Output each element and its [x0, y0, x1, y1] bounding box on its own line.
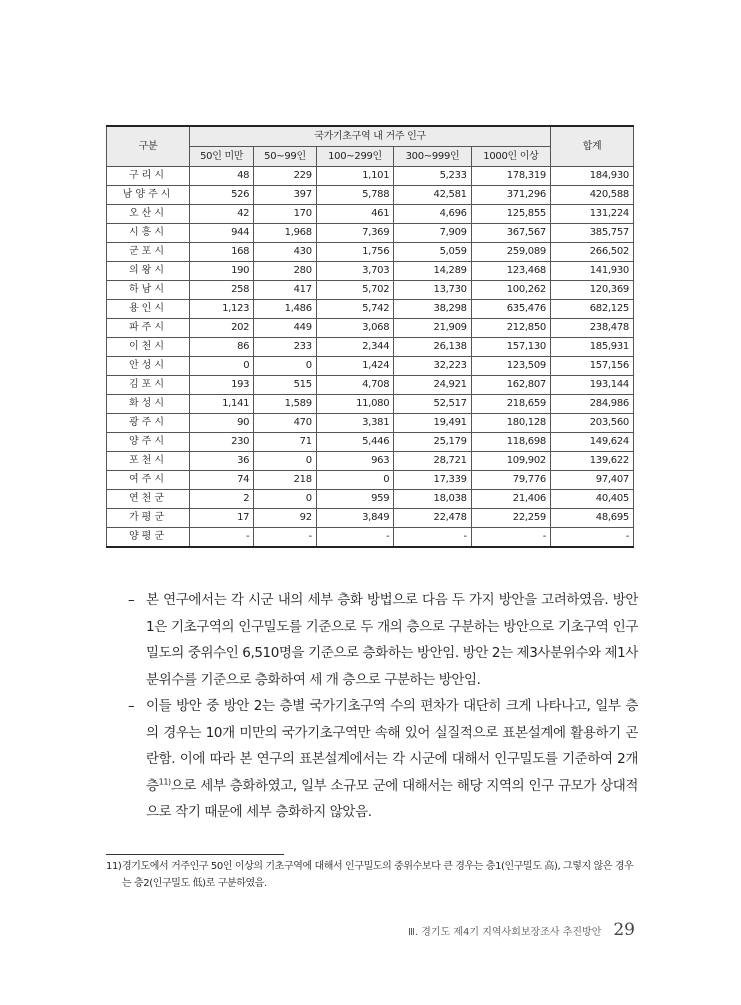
region-name-cell: 파주시	[107, 319, 190, 338]
footnote-divider	[106, 854, 284, 855]
total-cell: 266,502	[551, 243, 634, 262]
value-cell: 233	[254, 338, 317, 357]
header-group: 국가기초구역 내 거주 인구	[190, 126, 551, 147]
value-cell: 48	[190, 167, 254, 186]
value-cell: 1,424	[316, 357, 393, 376]
footnote-ref[interactable]: 11)	[158, 777, 171, 786]
region-name-cell: 의왕시	[107, 262, 190, 281]
value-cell: 3,849	[316, 509, 393, 528]
total-cell: 40,405	[551, 490, 634, 509]
table-row	[107, 243, 634, 262]
total-cell: 184,930	[551, 167, 634, 186]
value-cell: 24,921	[394, 376, 471, 395]
value-cell: 74	[190, 471, 254, 490]
total-cell: 48,695	[551, 509, 634, 528]
bullet-text: 본 연구에서는 각 시군 내의 세부 층화 방법으로 다음 두 가지 방안을 고려하였음. 방안 1은 기초구역의 인구밀도를 기준으로 두 개의 층으로 구분하는 방안으로 기초구역 인구밀도의 중위수인 6,510명을 기준으로 층화하는 방안임. 방안 2는 제3사분위수와 제1사분위수를 기준으로 층화하여 세 개 층으로 구분하는 방안임.	[146, 592, 638, 688]
region-name-cell: 광주시	[107, 414, 190, 433]
region-name-cell: 시흥시	[107, 224, 190, 243]
value-cell: 22,478	[394, 509, 471, 528]
value-cell: 230	[190, 433, 254, 452]
value-cell: 5,742	[316, 300, 393, 319]
total-cell: -	[551, 528, 634, 548]
value-cell: 1,756	[316, 243, 393, 262]
value-cell: 1,101	[316, 167, 393, 186]
value-cell: 526	[190, 186, 254, 205]
value-cell: 193	[190, 376, 254, 395]
value-cell: 25,179	[394, 433, 471, 452]
total-cell: 238,478	[551, 319, 634, 338]
region-name-cell: 여주시	[107, 471, 190, 490]
table-row	[107, 167, 634, 186]
value-cell: 417	[254, 281, 317, 300]
header-total: 합계	[551, 126, 634, 167]
population-table	[106, 125, 634, 548]
table-row	[107, 414, 634, 433]
table-row	[107, 300, 634, 319]
table-row	[107, 452, 634, 471]
value-cell: 11,080	[316, 395, 393, 414]
page-number: 29	[613, 920, 635, 940]
value-cell: 18,038	[394, 490, 471, 509]
value-cell: 5,233	[394, 167, 471, 186]
table-row	[107, 319, 634, 338]
value-cell: 1,141	[190, 395, 254, 414]
value-cell: 123,468	[471, 262, 550, 281]
value-cell: 125,855	[471, 205, 550, 224]
value-cell: 19,491	[394, 414, 471, 433]
value-cell: 1,589	[254, 395, 317, 414]
value-cell: 258	[190, 281, 254, 300]
value-cell: 212,850	[471, 319, 550, 338]
table-row	[107, 205, 634, 224]
value-cell: 92	[254, 509, 317, 528]
value-cell: 218,659	[471, 395, 550, 414]
total-cell: 149,624	[551, 433, 634, 452]
total-cell: 131,224	[551, 205, 634, 224]
value-cell: 3,703	[316, 262, 393, 281]
value-cell: -	[190, 528, 254, 548]
total-cell: 97,407	[551, 471, 634, 490]
header-col-4: 300~999인	[394, 147, 471, 167]
body-text	[128, 587, 638, 826]
value-cell: 17	[190, 509, 254, 528]
value-cell: 0	[254, 357, 317, 376]
value-cell: 5,702	[316, 281, 393, 300]
table-row	[107, 528, 634, 548]
value-cell: 118,698	[471, 433, 550, 452]
region-name-cell: 화성시	[107, 395, 190, 414]
footnote-number: 11)	[106, 861, 122, 872]
page-footer	[408, 920, 635, 940]
region-name-cell: 가평군	[107, 509, 190, 528]
value-cell: 17,339	[394, 471, 471, 490]
value-cell: 180,128	[471, 414, 550, 433]
value-cell: 22,259	[471, 509, 550, 528]
value-cell: 13,730	[394, 281, 471, 300]
region-name-cell: 포천시	[107, 452, 190, 471]
total-cell: 284,986	[551, 395, 634, 414]
running-title: Ⅲ. 경기도 제4기 지역사회보장조사 추진방안	[407, 927, 602, 938]
value-cell: 109,902	[471, 452, 550, 471]
region-name-cell: 용인시	[107, 300, 190, 319]
value-cell: 14,289	[394, 262, 471, 281]
header-col-3: 100~299인	[316, 147, 393, 167]
region-name-cell: 하남시	[107, 281, 190, 300]
table-row	[107, 186, 634, 205]
value-cell: 38,298	[394, 300, 471, 319]
value-cell: 0	[190, 357, 254, 376]
total-cell: 141,930	[551, 262, 634, 281]
table-row	[107, 376, 634, 395]
header-col-1: 50인 미만	[190, 147, 254, 167]
value-cell: 449	[254, 319, 317, 338]
total-cell: 203,560	[551, 414, 634, 433]
value-cell: 0	[254, 452, 317, 471]
value-cell: 5,788	[316, 186, 393, 205]
total-cell: 420,588	[551, 186, 634, 205]
bullet-paragraph	[128, 693, 638, 826]
table-body	[107, 167, 634, 548]
value-cell: -	[394, 528, 471, 548]
table-row	[107, 509, 634, 528]
value-cell: 430	[254, 243, 317, 262]
value-cell: 28,721	[394, 452, 471, 471]
value-cell: 190	[190, 262, 254, 281]
value-cell: 963	[316, 452, 393, 471]
header-category: 구분	[107, 126, 190, 167]
table-row	[107, 262, 634, 281]
table-row	[107, 471, 634, 490]
table-row	[107, 490, 634, 509]
bullet-dash: –	[128, 592, 135, 608]
value-cell: 959	[316, 490, 393, 509]
total-cell: 193,144	[551, 376, 634, 395]
value-cell: 2,344	[316, 338, 393, 357]
value-cell: 21,909	[394, 319, 471, 338]
value-cell: 7,909	[394, 224, 471, 243]
value-cell: 5,446	[316, 433, 393, 452]
table-row	[107, 224, 634, 243]
value-cell: 7,369	[316, 224, 393, 243]
value-cell: 168	[190, 243, 254, 262]
value-cell: 635,476	[471, 300, 550, 319]
value-cell: 397	[254, 186, 317, 205]
value-cell: 178,319	[471, 167, 550, 186]
value-cell: 90	[190, 414, 254, 433]
value-cell: 42,581	[394, 186, 471, 205]
total-cell: 120,369	[551, 281, 634, 300]
value-cell: 470	[254, 414, 317, 433]
value-cell: 1,123	[190, 300, 254, 319]
value-cell: 123,509	[471, 357, 550, 376]
total-cell: 185,931	[551, 338, 634, 357]
table-row	[107, 357, 634, 376]
table-row	[107, 281, 634, 300]
table-row	[107, 433, 634, 452]
value-cell: 259,089	[471, 243, 550, 262]
region-name-cell: 연천군	[107, 490, 190, 509]
value-cell: 202	[190, 319, 254, 338]
value-cell: 21,406	[471, 490, 550, 509]
value-cell: 1,968	[254, 224, 317, 243]
region-name-cell: 안성시	[107, 357, 190, 376]
region-name-cell: 군포시	[107, 243, 190, 262]
value-cell: 515	[254, 376, 317, 395]
value-cell: 0	[254, 490, 317, 509]
value-cell: -	[254, 528, 317, 548]
value-cell: 5,059	[394, 243, 471, 262]
value-cell: 367,567	[471, 224, 550, 243]
region-name-cell: 양평군	[107, 528, 190, 548]
table-row	[107, 338, 634, 357]
region-name-cell: 구리시	[107, 167, 190, 186]
value-cell: 79,776	[471, 471, 550, 490]
value-cell: -	[316, 528, 393, 548]
total-cell: 682,125	[551, 300, 634, 319]
value-cell: 32,223	[394, 357, 471, 376]
value-cell: 26,138	[394, 338, 471, 357]
region-name-cell: 오산시	[107, 205, 190, 224]
value-cell: 52,517	[394, 395, 471, 414]
value-cell: 86	[190, 338, 254, 357]
value-cell: 3,381	[316, 414, 393, 433]
value-cell: 218	[254, 471, 317, 490]
total-cell: 385,757	[551, 224, 634, 243]
bullet-dash: –	[128, 698, 135, 714]
value-cell: 100,262	[471, 281, 550, 300]
header-col-2: 50~99인	[254, 147, 317, 167]
value-cell: 162,807	[471, 376, 550, 395]
value-cell: 2	[190, 490, 254, 509]
value-cell: 280	[254, 262, 317, 281]
region-name-cell: 양주시	[107, 433, 190, 452]
value-cell: 4,696	[394, 205, 471, 224]
value-cell: 3,068	[316, 319, 393, 338]
footnote	[106, 858, 638, 892]
region-name-cell: 김포시	[107, 376, 190, 395]
value-cell: 944	[190, 224, 254, 243]
value-cell: 42	[190, 205, 254, 224]
total-cell: 139,622	[551, 452, 634, 471]
value-cell: 371,296	[471, 186, 550, 205]
region-name-cell: 이천시	[107, 338, 190, 357]
header-col-5: 1000인 이상	[471, 147, 550, 167]
footnote-text: 경기도에서 거주인구 50인 이상의 기초구역에 대해서 인구밀도의 중위수보다 큰 경우는 층1(인구밀도 高), 그렇지 않은 경우는 층2(인구밀도 低)로 구분하였음.	[122, 861, 634, 889]
region-name-cell: 남양주시	[107, 186, 190, 205]
value-cell: 36	[190, 452, 254, 471]
bullet-text	[146, 693, 638, 826]
value-cell: 71	[254, 433, 317, 452]
table-row	[107, 395, 634, 414]
value-cell: 461	[316, 205, 393, 224]
value-cell: 170	[254, 205, 317, 224]
value-cell: 229	[254, 167, 317, 186]
value-cell: 0	[316, 471, 393, 490]
value-cell: 4,708	[316, 376, 393, 395]
bullet-text-part: 이들 방안 중 방안 2는 층별 국가기초구역 수의 편차가 대단히 크게 나타나고, 일부 층의 경우는 10개 미만의 국가기초구역만 속해 있어 실질적으로 표본설계에 활용하기 곤란함. 이에 따라 본 연구의 표본설계에서는 각 시군에 대해서 인구밀도를 기준하여 2개 층	[146, 698, 638, 794]
value-cell: -	[471, 528, 550, 548]
bullet-text-part: 으로 세부 층화하였고, 일부 소규모 군에 대해서는 해당 지역의 인구 규모가 상대적으로 작기 때문에 세부 층화하지 않았음.	[146, 777, 638, 820]
value-cell: 1,486	[254, 300, 317, 319]
total-cell: 157,156	[551, 357, 634, 376]
value-cell: 157,130	[471, 338, 550, 357]
bullet-paragraph	[128, 587, 638, 693]
